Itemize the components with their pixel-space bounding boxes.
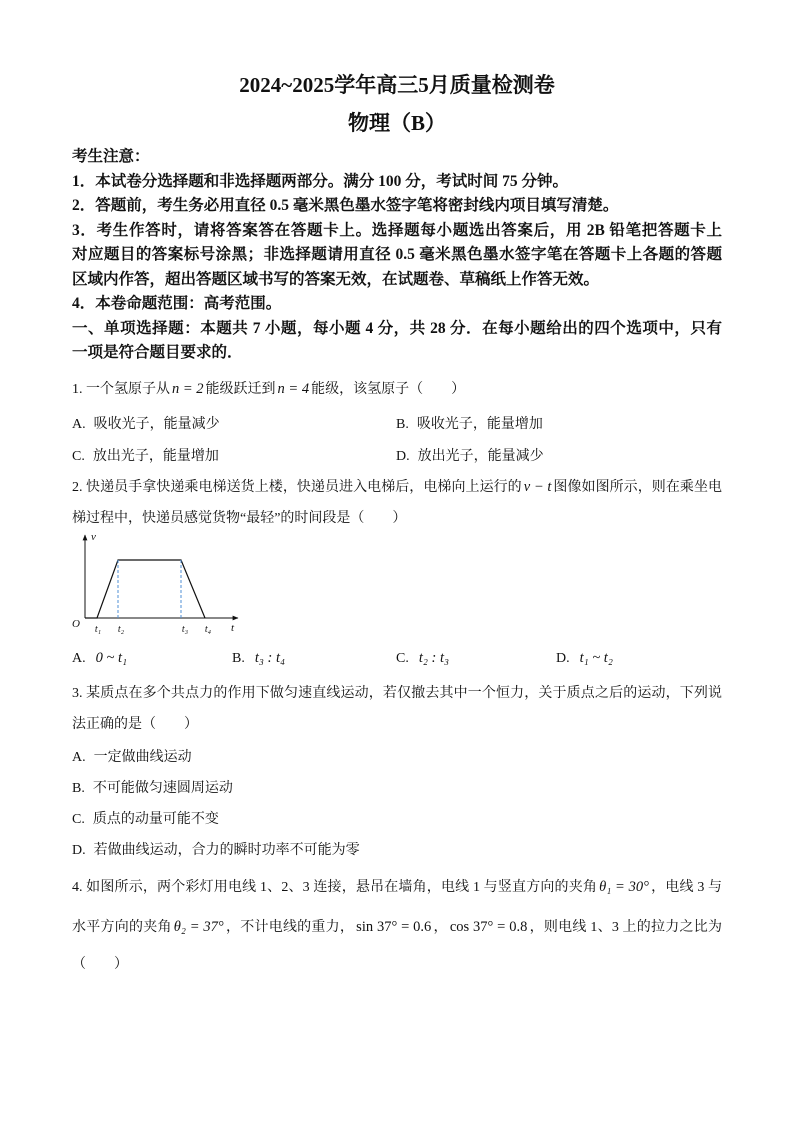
q1-stem-text-3: 能级，该氢原子（ ） bbox=[311, 381, 466, 397]
option-text: 一定做曲线运动 bbox=[93, 749, 192, 765]
q3-option-a bbox=[72, 742, 722, 773]
q2-options-row bbox=[72, 643, 722, 674]
q1-stem bbox=[72, 374, 722, 405]
tick-label-t2: t₂ bbox=[117, 624, 125, 635]
q2-stem-text-1: 2. 快递员手拿快递乘电梯送货上楼，快递员进入电梯后，电梯向上运行的 bbox=[72, 479, 522, 495]
q3-stem-text-2: 法正确的是（ ） bbox=[72, 716, 198, 732]
q4-stem-text-5: ， bbox=[433, 919, 448, 935]
q1-formula-initial-level: n = 2 bbox=[172, 380, 204, 397]
option-label: A. bbox=[72, 650, 86, 666]
notice-item-3-line-2: 对应题目的答案标号涂黑；非选择题请用直径 0.5 毫米黑色墨水签字笔在答题卡上各题的答题 bbox=[72, 246, 722, 263]
q1-stem-text-1: 1. 一个氢原子从 bbox=[72, 381, 170, 397]
q4-stem-text-3: 水平方向的夹角 bbox=[72, 919, 172, 935]
q4-stem-text-6: ，则电线 1、3 上的拉力之比为 bbox=[529, 919, 723, 935]
q2-option-a bbox=[72, 643, 129, 674]
q4-stem-line-2 bbox=[72, 912, 722, 943]
option-label: B. bbox=[72, 780, 85, 796]
t-axis-label: t bbox=[231, 622, 235, 634]
q1-option-d bbox=[396, 441, 544, 472]
exam-title: 2024~2025学年高三5月质量检测卷 bbox=[239, 73, 555, 97]
q4-stem-line-1 bbox=[72, 872, 722, 903]
option-label: A. bbox=[72, 416, 86, 432]
section-heading-line-1: 一、单项选择题：本题共 7 小题，每小题 4 分，共 28 分．在每小题给出的四个选项中，只有 bbox=[72, 319, 722, 337]
section-heading-line-2: 一项是符合题目要求的． bbox=[72, 344, 243, 361]
tick-label-t1: t₁ bbox=[94, 624, 102, 635]
q3-stem-line-2 bbox=[72, 709, 722, 740]
q2-stem-text-3: 梯过程中，快递员感觉货物“最轻”的时间段是（ ） bbox=[72, 510, 407, 526]
tick-label-t3: t₃ bbox=[181, 624, 189, 635]
option-text: 0 ~ t₁ bbox=[95, 649, 128, 666]
q2-stem-text-2: 图像如图所示，则在乘坐电 bbox=[553, 479, 723, 495]
q4-stem-text-4: ，不计电线的重力， bbox=[225, 919, 355, 935]
option-label: C. bbox=[396, 650, 409, 666]
notice-item-4: 4．本卷命题范围：高考范围。 bbox=[72, 295, 282, 312]
q2-option-d bbox=[556, 643, 615, 674]
notice-item-2: 2．答题前，考生务必用直径 0.5 毫米黑色墨水签字笔将密封线内项目填写清楚。 bbox=[72, 197, 619, 214]
option-text: 不可能做匀速圆周运动 bbox=[92, 780, 233, 796]
q4-stem-line-3 bbox=[72, 949, 722, 980]
q3-option-d bbox=[72, 835, 722, 866]
q1-option-a bbox=[72, 409, 220, 440]
notice-item-3-line-3: 区域内作答，超出答题区域书写的答案无效，在试题卷、草稿纸上作答无效。 bbox=[72, 270, 600, 288]
option-label: B. bbox=[232, 650, 245, 666]
candidate-notice bbox=[72, 145, 722, 317]
q4-formula-sin37: sin 37° = 0.6 bbox=[356, 918, 432, 935]
option-text: 若做曲线运动，合力的瞬时功率不可能为零 bbox=[93, 842, 360, 858]
q4-stem-text-1: 4. 如图所示，两个彩灯用电线 1、2、3 连接，悬吊在墙角，电线 1 与竖直方向的夹角 bbox=[72, 879, 598, 895]
q4-answer-blank: （ ） bbox=[72, 956, 128, 972]
q3-stem-text-1: 3. 某质点在多个共点力的作用下做匀速直线运动，若仅撤去其中一个恒力，关于质点之后的运动，下列说 bbox=[72, 685, 722, 701]
q3-option-c bbox=[72, 804, 722, 835]
section-heading bbox=[72, 317, 722, 366]
q2-formula-v-t: v − t bbox=[523, 478, 552, 495]
q4-stem-text-2: ，电线 3 与 bbox=[650, 879, 723, 895]
velocity-curve bbox=[85, 560, 205, 618]
option-text: t₂ : t₃ bbox=[418, 649, 450, 666]
option-text: 质点的动量可能不变 bbox=[92, 811, 219, 827]
q4-formula-cos37: cos 37° = 0.8 bbox=[449, 918, 528, 935]
option-label: A. bbox=[72, 749, 86, 765]
option-text: t₃ : t₄ bbox=[254, 649, 286, 666]
q1-stem-text-2: 能级跃迁到 bbox=[205, 381, 276, 397]
option-label: D. bbox=[556, 650, 570, 666]
q1-option-b bbox=[396, 409, 543, 440]
option-label: C. bbox=[72, 811, 85, 827]
q2-stem-line-1 bbox=[72, 472, 722, 503]
option-text: 放出光子，能量减少 bbox=[417, 448, 544, 464]
q1-option-c bbox=[72, 441, 219, 472]
origin-label: O bbox=[72, 618, 80, 630]
tick-label-t4: t₄ bbox=[204, 624, 212, 635]
q4-formula-theta1: θ₁ = 30° bbox=[599, 878, 649, 895]
exam-subtitle: 物理（B） bbox=[347, 111, 446, 135]
q2-option-b bbox=[232, 643, 287, 674]
option-label: B. bbox=[396, 416, 409, 432]
q3-option-b bbox=[72, 773, 722, 804]
option-text: 放出光子，能量增加 bbox=[92, 448, 219, 464]
notice-item-3-line-1: 3．考生作答时，请将答案答在答题卡上。选择题每小题选出答案后，用 2B 铅笔把答题卡上 bbox=[72, 221, 722, 239]
notice-heading: 考生注意： bbox=[72, 148, 150, 165]
q3-stem-line-1 bbox=[72, 678, 722, 709]
v-axis-label: v bbox=[91, 531, 96, 543]
option-label: C. bbox=[72, 448, 85, 464]
v-t-graph bbox=[70, 530, 250, 642]
q4-formula-theta2: θ₂ = 37° bbox=[173, 918, 224, 935]
q2-stem-line-2 bbox=[72, 503, 722, 534]
q1-options-row-1 bbox=[72, 409, 722, 440]
option-label: D. bbox=[72, 842, 86, 858]
option-label: D. bbox=[396, 448, 410, 464]
option-text: 吸收光子，能量减少 bbox=[93, 416, 220, 432]
q2-option-c bbox=[396, 643, 451, 674]
q1-formula-final-level: n = 4 bbox=[277, 380, 310, 397]
q1-options-row-2 bbox=[72, 441, 722, 472]
option-text: 吸收光子，能量增加 bbox=[416, 416, 543, 432]
option-text: t₁ ~ t₂ bbox=[579, 649, 613, 666]
notice-item-1: 1．本试卷分选择题和非选择题两部分。满分 100 分，考试时间 75 分钟。 bbox=[72, 172, 569, 190]
